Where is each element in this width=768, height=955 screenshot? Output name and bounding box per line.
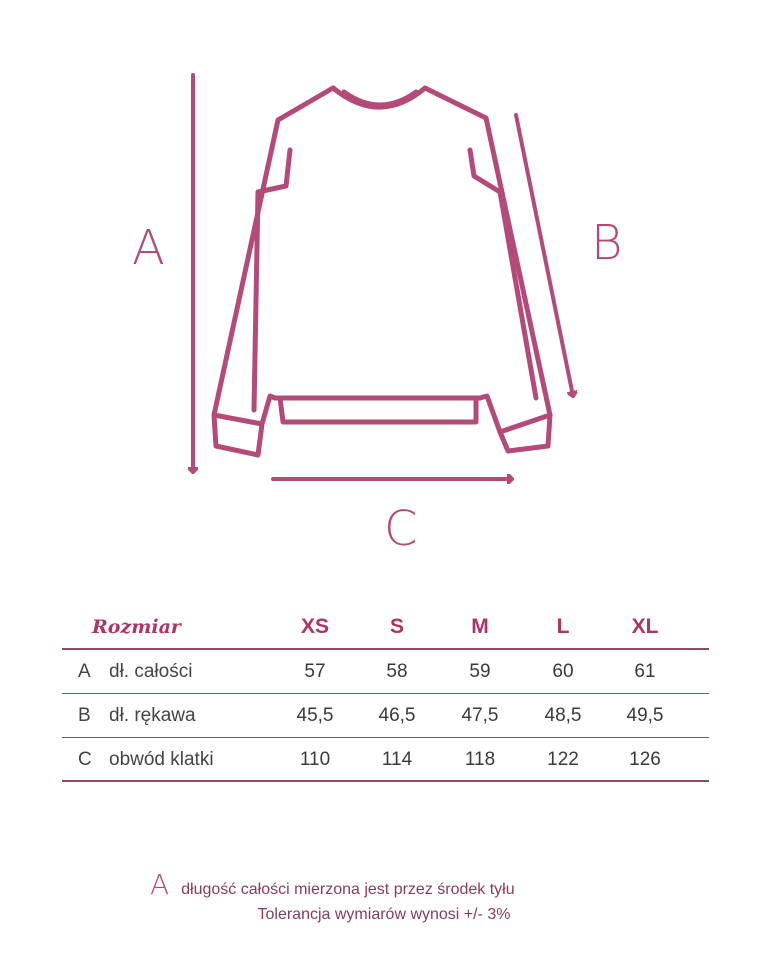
size-header-l: L	[556, 615, 570, 638]
row-letter: B	[78, 705, 91, 726]
table-cell: 49,5	[626, 705, 664, 726]
row-letter: C	[78, 749, 92, 770]
table-row	[62, 694, 709, 738]
size-header-s: S	[389, 615, 404, 638]
row-name: dł. całości	[109, 661, 193, 682]
tolerance-note: Tolerancja wymiarów wynosi +/- 3%	[257, 906, 511, 923]
table-cell: 45,5	[296, 705, 334, 726]
table-cell: 114	[381, 749, 413, 770]
row-name: obwód klatki	[109, 749, 214, 770]
table-cell: 48,5	[544, 705, 582, 726]
note-letter: A	[150, 868, 170, 901]
table-cell: 58	[386, 661, 408, 682]
table-row	[62, 650, 709, 694]
table-row	[62, 738, 709, 782]
dimension-label-a: A	[132, 220, 165, 276]
table-cell: 61	[634, 661, 656, 682]
table-cell: 60	[552, 661, 574, 682]
table-cell: 126	[629, 749, 661, 770]
size-column-label: Rozmiar	[92, 616, 181, 638]
size-table	[62, 604, 709, 782]
sleeve-arrow-b	[516, 115, 573, 396]
measurement-note	[150, 868, 515, 901]
dimension-label-c: C	[384, 501, 418, 557]
table-cell: 47,5	[461, 705, 499, 726]
table-cell: 110	[299, 749, 331, 770]
table-cell: 57	[304, 661, 326, 682]
table-header-row	[62, 604, 709, 650]
note-text: długość całości mierzona jest przez środek tyłu	[181, 881, 515, 898]
size-header-m: M	[471, 615, 489, 638]
size-header-xl: XL	[631, 615, 659, 638]
table-cell: 122	[547, 749, 579, 770]
table-cell: 46,5	[378, 705, 416, 726]
size-header-xs: XS	[300, 615, 329, 638]
sweatshirt-icon	[214, 88, 550, 455]
table-cell: 118	[464, 749, 496, 770]
dimension-label-b: B	[591, 215, 623, 271]
row-letter: A	[78, 661, 91, 682]
table-cell: 59	[469, 661, 491, 682]
row-name: dł. rękawa	[109, 705, 196, 726]
table-bottom-rule	[62, 780, 709, 782]
